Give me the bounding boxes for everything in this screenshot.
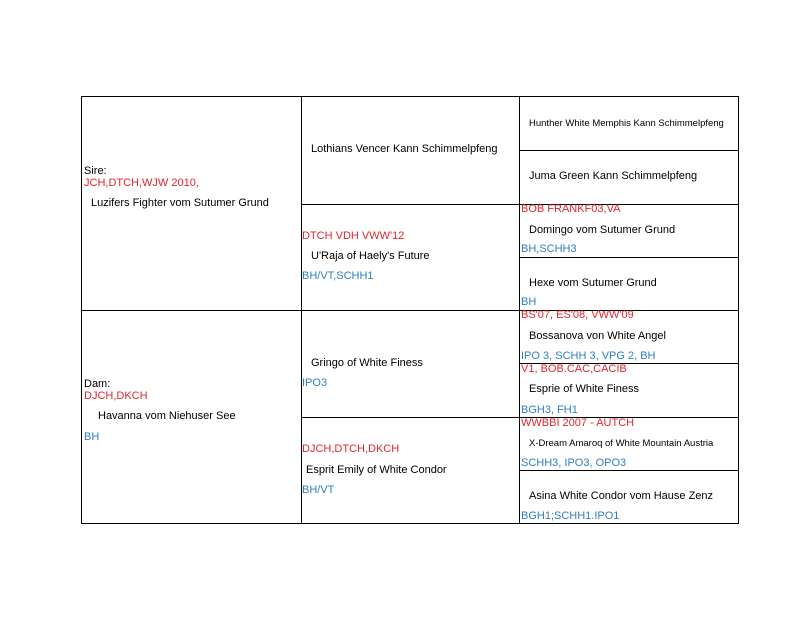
- sire-sire-sire-name: Hunther White Memphis Kann Schimmelpfeng: [529, 118, 724, 129]
- dam-dam-sire-name: X-Dream Amaroq of White Mountain Austria: [529, 438, 714, 449]
- row-divider: [519, 150, 738, 151]
- dam-name: Havanna vom Niehuser See: [98, 410, 236, 422]
- dam-titles: DJCH,DKCH: [84, 390, 148, 402]
- sire-dam-dam-name: Hexe vom Sutumer Grund: [529, 277, 657, 289]
- sire-titles: JCH,DTCH,WJW 2010,: [84, 177, 199, 189]
- row-divider: [519, 470, 738, 471]
- sire-sire-name: Lothians Vencer Kann Schimmelpfeng: [311, 143, 498, 155]
- sire-dam-qualifications: BH/VT,SCHH1: [302, 270, 374, 282]
- row-divider-sire-dam: [82, 310, 738, 311]
- dam-sire-sire-qualifications: IPO 3, SCHH 3, VPG 2, BH: [521, 350, 656, 362]
- sire-dam-dam-qualifications: BH: [521, 296, 537, 308]
- dam-sire-dam-titles: V1, BOB.CAC,CACIB: [521, 363, 627, 375]
- row-divider: [519, 257, 738, 258]
- dam-dam-name: Esprit Emily of White Condor: [306, 464, 447, 476]
- dam-dam-titles: DJCH,DTCH,DKCH: [302, 443, 400, 455]
- row-divider: [301, 204, 738, 205]
- sire-sire-dam-name: Juma Green Kann Schimmelpfeng: [529, 170, 698, 182]
- sire-dam-name: U'Raja of Haely's Future: [311, 250, 430, 262]
- pedigree-table: [81, 96, 739, 524]
- sire-name: Luzifers Fighter vom Sutumer Grund: [91, 197, 269, 209]
- sire-label: Sire:: [84, 165, 107, 177]
- dam-dam-dam-name: Asina White Condor vom Hause Zenz: [529, 490, 714, 502]
- sire-dam-sire-name: Domingo vom Sutumer Grund: [529, 224, 676, 236]
- dam-qualifications: BH: [84, 431, 100, 443]
- sire-dam-sire-qualifications: BH,SCHH3: [521, 243, 577, 255]
- row-divider: [301, 417, 738, 418]
- dam-sire-qualifications: IPO3: [302, 377, 328, 389]
- dam-dam-qualifications: BH/VT: [302, 484, 335, 496]
- dam-sire-sire-titles: BS'07, ES'08, VWW'09: [521, 309, 634, 321]
- dam-dam-sire-titles: WWBBI 2007 - AUTCH: [521, 417, 635, 429]
- dam-sire-name: Gringo of White Finess: [311, 357, 423, 369]
- dam-sire-dam-qualifications: BGH3, FH1: [521, 404, 578, 416]
- sire-dam-titles: DTCH VDH VWW'12: [302, 230, 405, 242]
- dam-label: Dam:: [84, 378, 111, 390]
- dam-dam-sire-qualifications: SCHH3, IPO3, OPO3: [521, 457, 627, 469]
- dam-dam-dam-qualifications: BGH1;SCHH1.IPO1: [521, 510, 620, 522]
- dam-sire-dam-name: Esprie of White Finess: [529, 383, 640, 395]
- sire-dam-sire-titles: BOB FRANKF03,VA: [521, 203, 621, 215]
- dam-sire-sire-name: Bossanova von White Angel: [529, 330, 666, 342]
